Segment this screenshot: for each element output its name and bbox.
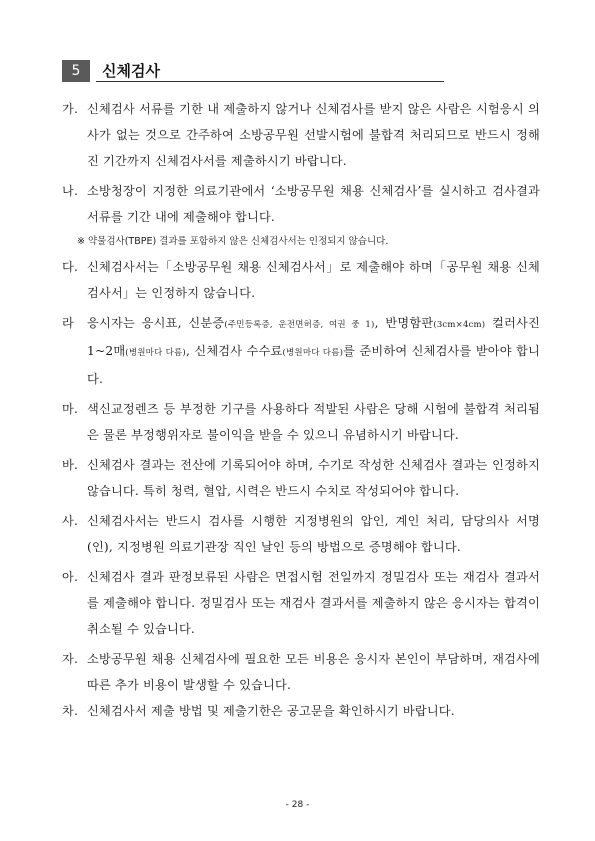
content-body	[62, 96, 540, 724]
item-text: 신체검사 결과 판정보류된 사람은 면접시험 전일까지 정밀검사 또는 재검사 결과서를 제출해야 합니다. 정밀검사 또는 재검사 결과서를 제출하지 않은 응시자는 합격이 취소될 수 있습니다.	[87, 570, 540, 636]
item-text-small: (병원마다 다름)	[125, 348, 186, 358]
item-text: 신체검사 결과는 전산에 기록되어야 하며, 수기로 작성한 신체검사 결과는 인정하지 않습니다. 특히 청력, 혈압, 시력은 반드시 수치로 작성되어야 합니다.	[87, 458, 540, 498]
item-text-part: 컬러사진 1~2매	[87, 316, 540, 358]
item-text-part: , 반명함판	[374, 316, 434, 330]
item-text: 신체검사서 제출 방법 및 제출기한은 공고문을 확인하시기 바랍니다.	[87, 704, 455, 718]
item-marker: 다.	[62, 260, 79, 274]
item-marker: 마.	[62, 402, 79, 416]
item-marker: 차.	[62, 704, 79, 718]
item-text: 신체검사서는 반드시 검사를 시행한 지정병원의 압인, 계인 처리, 담당의사 서명(인), 지정병원 의료기관장 직인 날인 등의 방법으로 증명해야 합니다.	[87, 514, 540, 554]
list-item-ra	[62, 310, 540, 392]
item-text-small: (주민등록증, 운전면허증, 여권 중 1)	[224, 320, 375, 330]
item-marker: 자.	[62, 652, 79, 666]
item-marker: 바.	[62, 458, 79, 472]
item-marker: 라	[62, 316, 74, 330]
drug-test-note: ※ 약물검사(TBPE) 결과를 포함하지 않은 신체검사서는 인정되지 않습니다.	[77, 236, 389, 247]
list-item-ba	[62, 452, 540, 504]
item-text: 신체검사서는「소방공무원 채용 신체검사서」로 제출해야 하며「공무원 채용 신체검사서」는 인정하지 않습니다.	[87, 260, 540, 300]
item-marker: 나.	[62, 184, 79, 198]
list-item-a	[62, 564, 540, 642]
list-item-ga	[62, 96, 540, 174]
item-text-part: 를 준비하여 신체검사를 받아야 합니다.	[87, 344, 541, 386]
section-header	[62, 60, 444, 82]
item-text: 소방공무원 채용 신체검사에 필요한 모든 비용은 응시자 본인이 부담하며, 재검사에 따른 추가 비용이 발생할 수 있습니다.	[87, 652, 540, 692]
list-item-sa	[62, 508, 540, 560]
page-number: - 28 -	[285, 800, 310, 810]
section-underline	[96, 81, 444, 82]
item-text-part: 응시자는 응시표, 신분증	[87, 316, 225, 330]
list-item-ja	[62, 646, 540, 698]
item-marker: 사.	[62, 514, 79, 528]
item-text: 색신교정렌즈 등 부정한 기구를 사용하다 적발된 사람은 당해 시험에 불합격 처리됨은 물론 부정행위자로 불이익을 받을 수 있으니 유념하시기 바랍니다.	[87, 402, 540, 442]
item-text-small: (병원마다 다름)	[282, 348, 344, 358]
list-item-cha	[62, 698, 540, 724]
item-text	[87, 310, 540, 392]
item-marker: 아.	[62, 570, 79, 584]
section-title: 신체검사	[102, 62, 160, 80]
list-item-na	[62, 178, 540, 230]
item-marker: 가.	[62, 102, 79, 116]
section-number-badge: 5	[62, 60, 90, 82]
list-item-ma	[62, 396, 540, 448]
item-text-small: (3cm×4cm)	[433, 320, 486, 330]
item-text: 소방청장이 지정한 의료기관에서 ‘소방공무원 채용 신체검사’를 실시하고 검사결과 서류를 기간 내에 제출해야 합니다.	[87, 184, 540, 224]
item-text-part: , 신체검사 수수료	[185, 344, 283, 358]
list-item-da	[62, 254, 540, 306]
item-text: 신체검사 서류를 기한 내 제출하지 않거나 신체검사를 받지 않은 사람은 시험응시 의사가 없는 것으로 간주하여 소방공무원 선발시험에 불합격 처리되므로 반드시 정해진 기간까지 신체검사서를 제출하시기 바랍니다.	[87, 102, 540, 168]
